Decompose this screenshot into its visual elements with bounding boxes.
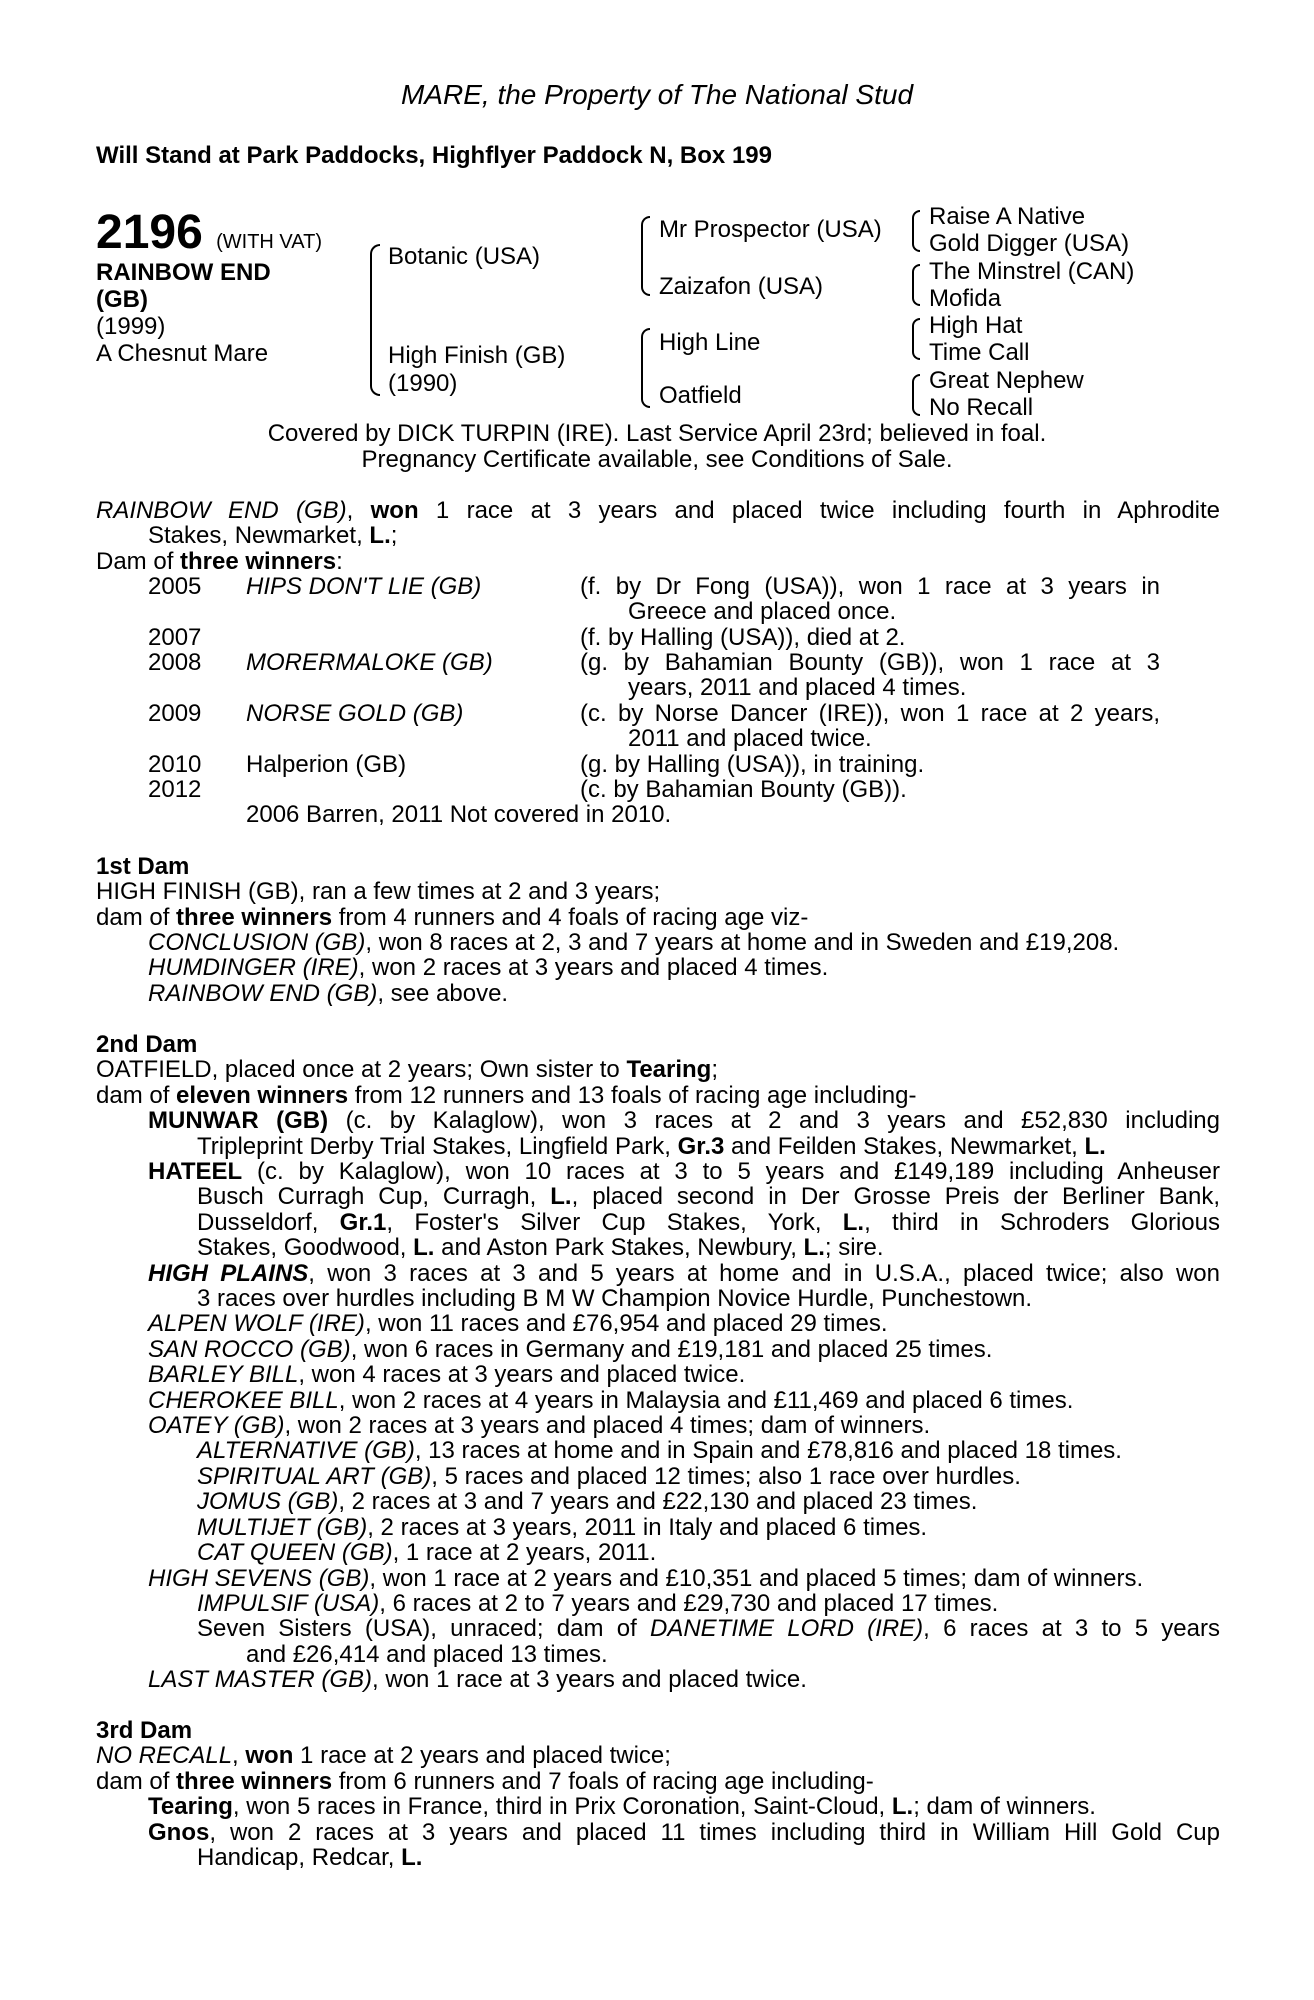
pedigree-dam: High Finish (GB) — [388, 342, 566, 369]
produce-desc-2: Greece and placed once. — [628, 598, 897, 625]
horse-name: Gnos — [148, 1819, 210, 1846]
pedigree-dsd: Time Call — [929, 339, 1030, 366]
high-sevens — [148, 1566, 1143, 1592]
dam3-line-1 — [96, 1743, 671, 1769]
horse-name: BARLEY BILL — [148, 1361, 299, 1388]
pedigree-brace-ds — [912, 318, 920, 360]
dam1-line-1: HIGH FINISH (GB), ran a few times at 2 and 3 years; — [96, 878, 661, 905]
t: , won 2 races at 3 years and placed 4 times; dam of winners. — [284, 1412, 931, 1439]
intro-name: RAINBOW END (GB) — [96, 497, 347, 524]
intro-colon: : — [336, 548, 343, 575]
pedigree-sire: Botanic (USA) — [388, 243, 541, 270]
produce-desc-2: 2011 and placed twice. — [628, 725, 872, 752]
horse-name: HIGH SEVENS (GB) — [148, 1565, 370, 1592]
pedigree-brace-dd — [912, 374, 920, 416]
t: dam of — [96, 1082, 177, 1109]
t: , won 11 races and £76,954 and placed 29 times. — [364, 1310, 888, 1337]
produce-year: 2008 — [148, 649, 202, 676]
high-plains-line-1 — [148, 1261, 1220, 1287]
cat-queen — [197, 1540, 656, 1566]
pedigree-dss: High Hat — [929, 312, 1023, 339]
t: , won 2 races at 3 years and placed 11 times including third in William Hill Gold Cup — [209, 1819, 1220, 1846]
intro-line-1: RAINBOW END (GB), won 1 race at 3 years and placed twice including fourth in Aphrodite — [96, 497, 1221, 524]
produce-desc: (c. by Norse Dancer (IRE)), won 1 race at 2 years, — [580, 700, 1160, 727]
grade: Gr.1 — [339, 1209, 387, 1236]
alternative — [197, 1438, 1122, 1464]
intro-damof: Dam of — [96, 548, 181, 575]
t: , won 5 races in France, third in Prix Coronation, Saint-Cloud, — [232, 1793, 892, 1820]
page-subtitle: Will Stand at Park Paddocks, Highflyer Paddock N, Box 199 — [96, 142, 772, 169]
t: , 1 race at 2 years, 2011. — [392, 1539, 657, 1566]
pedigree-brace-ss — [912, 210, 920, 252]
intro-line-2 — [148, 523, 397, 549]
t: , won 6 races in Germany and £19,181 and placed 25 times. — [350, 1336, 993, 1363]
dam1-line-2 — [96, 905, 808, 931]
high-plains-line-2: 3 races over hurdles including B M W Champion Novice Hurdle, Punchestown. — [197, 1285, 1033, 1312]
section-heading-1st-dam: 1st Dam — [96, 853, 190, 880]
horse-name: LAST MASTER (GB) — [148, 1666, 373, 1693]
dam1-winners: three winners — [176, 904, 333, 931]
hateel-line-4 — [197, 1235, 884, 1261]
page-title: MARE, the Property of The National Stud — [400, 79, 914, 110]
lot-name-1: RAINBOW END — [96, 259, 271, 286]
grade: L. — [842, 1209, 865, 1236]
produce-name: NORSE GOLD (GB) — [246, 700, 464, 727]
horse-name: RAINBOW END (GB) — [148, 980, 378, 1007]
seven-sisters-line-2: and £26,414 and placed 13 times. — [246, 1641, 608, 1668]
lot-year: (1999) — [96, 313, 166, 340]
grade: L. — [550, 1183, 572, 1210]
multijet — [197, 1515, 927, 1541]
t: , third in Schroders Glorious — [864, 1209, 1220, 1236]
t: , see above. — [377, 980, 509, 1007]
jomus — [197, 1489, 977, 1515]
pedigree-sdd: Mofida — [929, 285, 1002, 312]
pedigree-dds: Great Nephew — [929, 367, 1084, 394]
t: , 2 races at 3 years, 2011 in Italy and placed 6 times. — [367, 1514, 928, 1541]
t: from 6 runners and 7 foals of racing age including- — [332, 1768, 874, 1795]
section-heading-2nd-dam: 2nd Dam — [96, 1031, 198, 1058]
lot-name-2: (GB) — [96, 286, 148, 313]
dam2-line-1 — [96, 1057, 718, 1083]
intro-won: won — [370, 497, 419, 524]
t: and Feilden Stakes, Newmarket, — [724, 1133, 1085, 1160]
t: ; — [711, 1056, 719, 1083]
t: , won 2 races at 4 years in Malaysia and £11,469 and placed 6 times. — [338, 1387, 1074, 1414]
t: 1 race at 2 years and placed twice; — [293, 1742, 671, 1769]
hateel-line-3 — [197, 1210, 1220, 1236]
produce-name: MORERMALOKE (GB) — [246, 649, 493, 676]
horse-name: IMPULSIF (USA) — [197, 1590, 380, 1617]
horse-name: SAN ROCCO (GB) — [148, 1336, 351, 1363]
pedigree-ds: High Line — [659, 329, 761, 356]
dam3-winners: three winners — [176, 1768, 333, 1795]
pedigree-brace-sd — [912, 264, 920, 306]
pedigree-sds: The Minstrel (CAN) — [929, 258, 1135, 285]
pedigree-brace-dam — [641, 328, 650, 408]
grade: L. — [1084, 1133, 1106, 1160]
produce-desc: (g. by Halling (USA)), in training. — [580, 751, 925, 778]
grade: L. — [803, 1234, 825, 1261]
cherokee-bill — [148, 1388, 1073, 1414]
produce-desc: (f. by Dr Fong (USA)), won 1 race at 3 years in — [580, 573, 1160, 600]
lot-description: A Chesnut Mare — [96, 340, 269, 367]
horse-name: ALPEN WOLF (IRE) — [148, 1310, 365, 1337]
barley-bill — [148, 1362, 745, 1388]
intro-listed: L. — [369, 522, 391, 549]
t: won — [245, 1742, 294, 1769]
produce-desc: (c. by Bahamian Bounty (GB)). — [580, 776, 907, 803]
oatey — [148, 1413, 930, 1439]
pedigree-ddd: No Recall — [929, 394, 1034, 421]
intro-line-3 — [96, 549, 343, 575]
horse-name: CONCLUSION (GB) — [148, 929, 366, 956]
dam1-child-1 — [148, 930, 1119, 956]
t: , won 1 race at 2 years and £10,351 and placed 5 times; dam of winners. — [369, 1565, 1144, 1592]
t: , — [232, 1742, 246, 1769]
dam2-winners: eleven winners — [176, 1082, 349, 1109]
horse-name: CHEROKEE BILL — [148, 1387, 339, 1414]
horse-name: Tearing — [626, 1056, 712, 1083]
section-heading-3rd-dam: 3rd Dam — [96, 1717, 193, 1744]
t: , 2 races at 3 and 7 years and £22,130 and placed 23 times. — [338, 1488, 978, 1515]
produce-name: Halperion (GB) — [246, 751, 407, 778]
pedigree-dd: Oatfield — [659, 382, 742, 409]
grade: Gr.3 — [677, 1133, 725, 1160]
pedigree-brace-main — [370, 244, 380, 396]
t: (c. by Kalaglow), won 10 races at 3 to 5 years and £149,189 including Anheuser — [242, 1158, 1220, 1185]
t: from 4 runners and 4 foals of racing age viz- — [332, 904, 809, 931]
horse-name: JOMUS (GB) — [197, 1488, 339, 1515]
t: , won 2 races at 3 years and placed 4 times. — [358, 954, 829, 981]
t: (c. by Kalaglow), won 3 races at 2 and 3 years and £52,830 including — [328, 1107, 1220, 1134]
horse-name: OATEY (GB) — [148, 1412, 285, 1439]
spiritual-art — [197, 1464, 1021, 1490]
horse-name: SPIRITUAL ART (GB) — [197, 1463, 432, 1490]
horse-name: MUNWAR (GB) — [148, 1107, 329, 1134]
t: Dusseldorf, — [197, 1209, 340, 1236]
t: and Aston Park Stakes, Newbury, — [434, 1234, 804, 1261]
produce-name: HIPS DON'T LIE (GB) — [246, 573, 482, 600]
produce-desc-2: years, 2011 and placed 4 times. — [628, 674, 967, 701]
grade: L. — [891, 1793, 914, 1820]
dam2-line-2 — [96, 1083, 916, 1109]
last-master — [148, 1667, 807, 1693]
lot-number: 2196 — [96, 206, 203, 259]
t: Stakes, Goodwood, — [197, 1234, 414, 1261]
t: Handicap, Redcar, — [197, 1844, 402, 1871]
t: Busch Curragh Cup, Curragh, — [197, 1183, 551, 1210]
horse-name: CAT QUEEN (GB) — [197, 1539, 393, 1566]
lot-vat: (WITH VAT) — [216, 231, 323, 253]
t: , won 8 races at 2, 3 and 7 years at home and in Sweden and £19,208. — [365, 929, 1120, 956]
t: Tripleprint Derby Trial Stakes, Lingfield Park, — [197, 1133, 678, 1160]
t: , placed second in Der Grosse Preis der Berliner Bank, — [571, 1183, 1221, 1210]
t: , 6 races at 2 to 7 years and £29,730 and placed 17 times. — [379, 1590, 999, 1617]
t: dam of — [96, 904, 177, 931]
munwar-line-1 — [148, 1108, 1220, 1134]
t: ; sire. — [824, 1234, 884, 1261]
pedigree-ssd: Gold Digger (USA) — [929, 230, 1130, 257]
horse-name: HATEEL — [148, 1158, 243, 1185]
t: , won 4 races at 3 years and placed twice. — [298, 1361, 746, 1388]
t: , Foster's Silver Cup Stakes, York, — [386, 1209, 843, 1236]
t: from 12 runners and 13 foals of racing age including- — [348, 1082, 917, 1109]
horse-name: Tearing — [148, 1793, 233, 1820]
pedigree-sd: Zaizafon (USA) — [659, 273, 824, 300]
grade: L. — [401, 1844, 423, 1871]
t: dam of — [96, 1768, 177, 1795]
dam1-child-3 — [148, 981, 508, 1007]
produce-year: 2005 — [148, 573, 202, 600]
hateel-line-2 — [197, 1184, 1220, 1210]
impulsif — [197, 1591, 998, 1617]
covering-line-1: Covered by DICK TURPIN (IRE). Last Service April 23rd; believed in foal. — [267, 420, 1047, 447]
horse-name: NO RECALL — [96, 1742, 233, 1769]
t: , won 1 race at 3 years and placed twice. — [372, 1666, 807, 1693]
gnos-line-2 — [197, 1845, 422, 1871]
grade: L. — [413, 1234, 435, 1261]
pedigree-ss: Mr Prospector (USA) — [659, 216, 882, 243]
dam1-child-2 — [148, 955, 828, 981]
produce-year: 2012 — [148, 776, 202, 803]
t: , 13 races at home and in Spain and £78,816 and placed 18 times. — [414, 1437, 1122, 1464]
hateel-line-1 — [148, 1159, 1220, 1185]
t: Seven Sisters (USA), unraced; dam of — [197, 1615, 650, 1642]
horse-name: HIGH PLAINS — [148, 1260, 309, 1287]
seven-sisters-line-1 — [197, 1616, 1220, 1642]
pedigree-brace-sire — [641, 216, 650, 296]
munwar-line-2 — [197, 1134, 1106, 1160]
produce-year: 2010 — [148, 751, 202, 778]
alpen-wolf — [148, 1311, 888, 1337]
tearing — [148, 1794, 1096, 1820]
pedigree-sss: Raise A Native — [929, 203, 1086, 230]
produce-year: 2007 — [148, 624, 202, 651]
intro-rest-1: 1 race at 3 years and placed twice including fourth in Aphrodite — [435, 497, 1221, 524]
produce-desc: (f. by Halling (USA)), died at 2. — [580, 624, 906, 651]
horse-name: DANETIME LORD (IRE) — [649, 1615, 924, 1642]
intro-winners: three winners — [180, 548, 337, 575]
horse-name: ALTERNATIVE (GB) — [197, 1437, 415, 1464]
pedigree-dam-year: (1990) — [388, 370, 458, 397]
t: , 6 races at 3 to 5 years — [923, 1615, 1220, 1642]
covering-line-2: Pregnancy Certificate available, see Conditions of Sale. — [361, 446, 953, 473]
produce-desc: (g. by Bahamian Bounty (GB)), won 1 race at 3 — [580, 649, 1160, 676]
horse-name: HUMDINGER (IRE) — [148, 954, 359, 981]
horse-name: MULTIJET (GB) — [197, 1514, 368, 1541]
t: OATFIELD, placed once at 2 years; Own sister to — [96, 1056, 627, 1083]
t: , won 3 races at 3 and 5 years at home and in U.S.A., placed twice; also won — [308, 1260, 1220, 1287]
san-rocco — [148, 1337, 992, 1363]
produce-year: 2009 — [148, 700, 202, 727]
dam3-line-2 — [96, 1769, 874, 1795]
produce-note: 2006 Barren, 2011 Not covered in 2010. — [246, 801, 672, 828]
t: ; dam of winners. — [913, 1793, 1096, 1820]
t: , 5 races and placed 12 times; also 1 race over hurdles. — [431, 1463, 1021, 1490]
gnos-line-1 — [148, 1820, 1220, 1846]
intro-rest-2a: Stakes, Newmarket, — [148, 522, 370, 549]
intro-rest-2b: ; — [390, 522, 398, 549]
